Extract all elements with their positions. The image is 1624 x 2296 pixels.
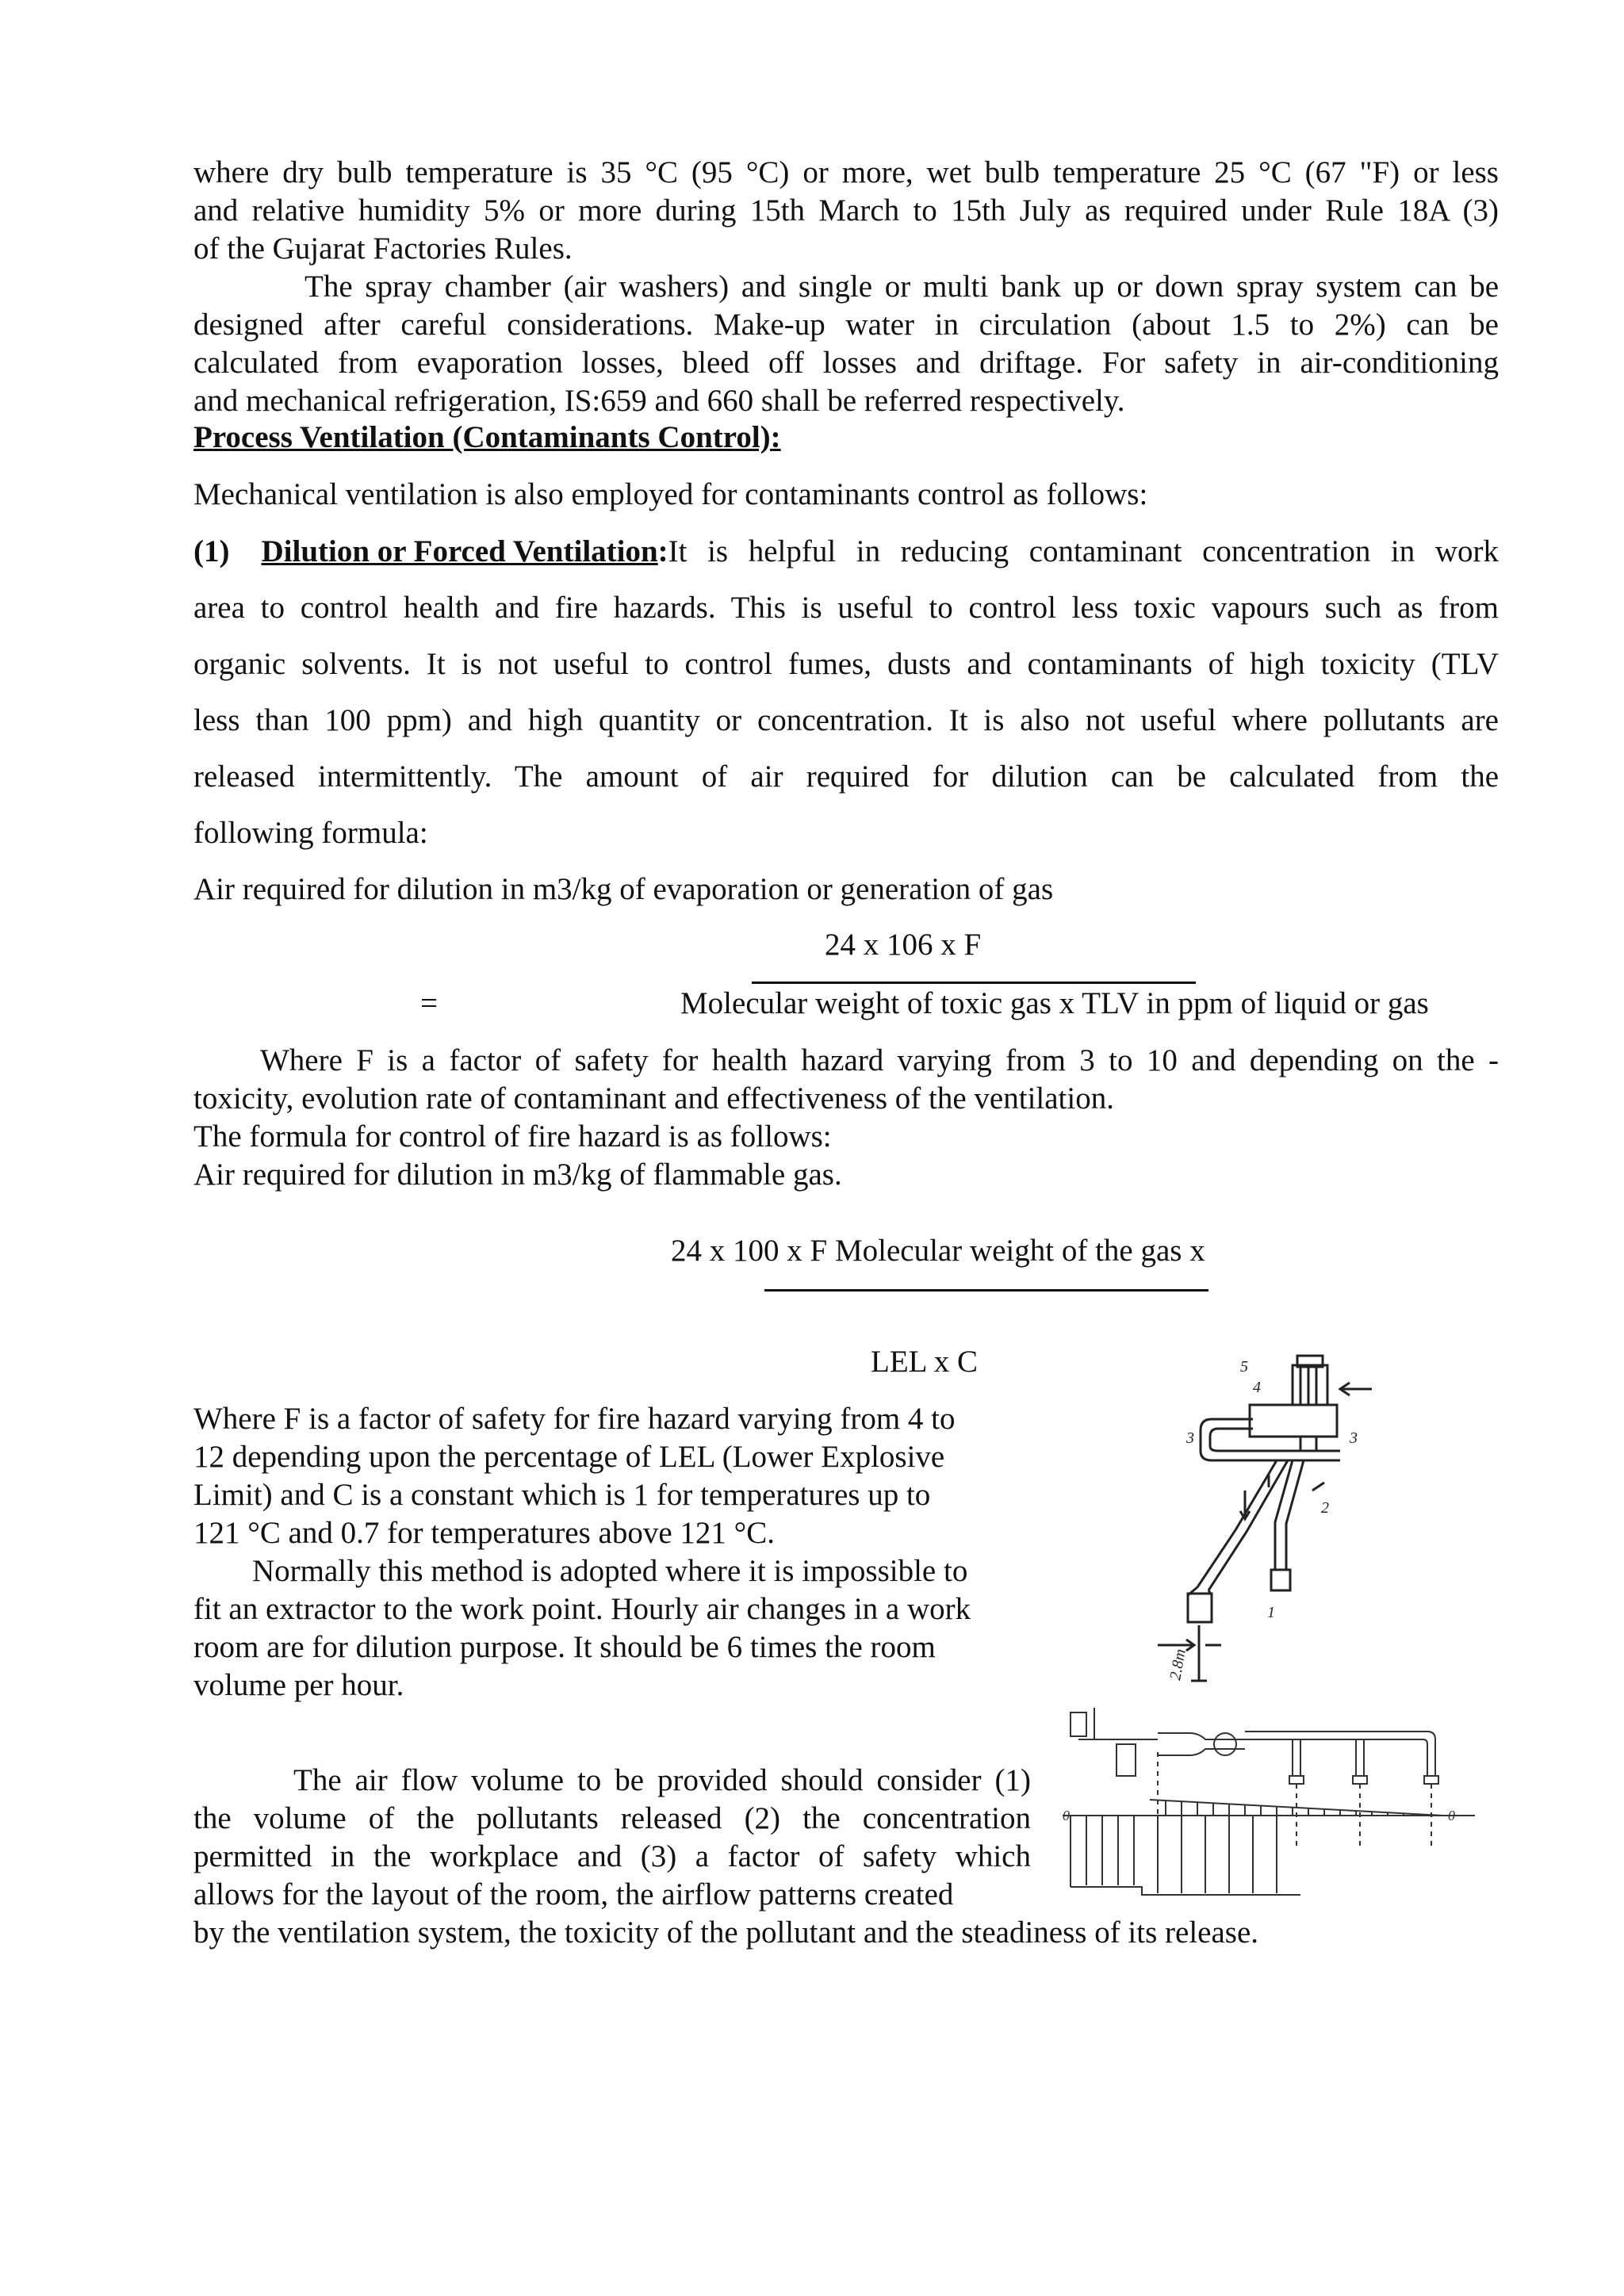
formula2-denominator: LEL x C	[871, 1345, 979, 1379]
intro-line-1: where dry bulb temperature is 35 °C (95 °C) or more, wet bulb temperature 25 °C (67 "F) or less	[193, 155, 1499, 189]
health-factor-line-2: toxicity, evolution rate of contaminant and effectiveness of the ventilation.	[193, 1081, 1114, 1115]
intro-line-3: of the Gujarat Factories Rules.	[193, 232, 573, 266]
section-heading: Process Ventilation (Contaminants Control):	[193, 420, 781, 454]
dilution-line-5: released intermittently. The amount of air required for dilution can be calculated from the	[193, 760, 1499, 794]
figure2-label-right-zero: 0	[1448, 1808, 1455, 1823]
fire-factor-line-4: 121 °C and 0.7 for temperatures above 121 °C.	[193, 1516, 776, 1550]
formula2-numerator: 24 x 100 x F Molecular weight of the gas x	[671, 1234, 1205, 1268]
figure-airflow-layout-sketch	[1063, 1705, 1491, 1903]
dilution-first-line-rest: It is helpful in reducing contaminant concentration in work	[668, 534, 1499, 568]
figure-dilution-ventilation-sketch	[1142, 1332, 1396, 1697]
health-factor-line-3: The formula for control of fire hazard is as follows:	[193, 1119, 832, 1154]
normally-line-2: fit an extractor to the work point. Hourly air changes in a work	[193, 1592, 971, 1626]
formula1-denominator: Molecular weight of toxic gas x TLV in ppm of liquid or gas	[680, 986, 1429, 1020]
spray-line-3: calculated from evaporation losses, bleed off losses and driftage. For safety in air-conditioning	[193, 346, 1499, 380]
dilution-number: (1)	[193, 534, 230, 568]
formula1-numerator: 24 x 106 x F	[825, 928, 982, 962]
normally-line-3: room are for dilution purpose. It should be 6 times the room	[193, 1630, 936, 1664]
fire-factor-line-1: Where F is a factor of safety for fire hazard varying from 4 to	[193, 1402, 956, 1436]
dilution-line-4: less than 100 ppm) and high quantity or concentration. It is also not useful where pollutants are	[193, 703, 1499, 737]
airflow-line-2: the volume of the pollutants released (2) the concentration	[193, 1801, 1031, 1835]
dilution-line-2: area to control health and fire hazards. This is useful to control less toxic vapours such as from	[193, 591, 1499, 625]
formula1-equals: =	[420, 986, 438, 1020]
airflow-line-3: permitted in the workplace and (3) a factor of safety which	[193, 1839, 1031, 1873]
intro-line-2: and relative humidity 5% or more during 15th March to 15th July as required under Rule 18A (3)	[193, 193, 1499, 228]
spray-line-2: designed after careful considerations. Make-up water in circulation (about 1.5 to 2%) can be	[193, 308, 1499, 342]
figure1-label-3-left: 3	[1186, 1429, 1194, 1447]
dilution-title: Dilution or Forced Ventilation	[261, 534, 658, 568]
health-factor-line-4: Air required for dilution in m3/kg of flammable gas.	[193, 1158, 842, 1192]
figure1-label-height: 2.8m	[1166, 1647, 1189, 1682]
normally-line-1: Normally this method is adopted where it is impossible to	[252, 1554, 968, 1588]
formula2-fraction-bar	[764, 1289, 1208, 1292]
airflow-line-1: The air flow volume to be provided should consider (1)	[293, 1763, 1031, 1797]
figure1-label-3-right: 3	[1350, 1429, 1358, 1447]
dilution-line-3: organic solvents. It is not useful to control fumes, dusts and contaminants of high toxicity (TLV	[193, 647, 1499, 681]
fire-factor-line-3: Limit) and C is a constant which is 1 for temperatures up to	[193, 1478, 931, 1512]
figure1-label-4: 4	[1253, 1379, 1261, 1396]
mechanical-intro: Mechanical ventilation is also employed for contaminants control as follows:	[193, 477, 1148, 511]
figure2-label-left-zero: 0	[1063, 1808, 1070, 1823]
dilution-first-line	[193, 533, 1499, 570]
dilution-line-6: following formula:	[193, 816, 428, 850]
airflow-line-4: allows for the layout of the room, the airflow patterns created	[193, 1877, 954, 1911]
figure1-label-1: 1	[1267, 1604, 1275, 1621]
figure1-label-5: 5	[1240, 1358, 1248, 1376]
airflow-line-5: by the ventilation system, the toxicity of the pollutant and the steadiness of its release.	[193, 1915, 1259, 1950]
fire-factor-line-2: 12 depending upon the percentage of LEL (Lower Explosive	[193, 1440, 945, 1474]
health-factor-line-1: Where F is a factor of safety for health hazard varying from 3 to 10 and depending on the -	[260, 1043, 1499, 1077]
spray-line-4: and mechanical refrigeration, IS:659 and 660 shall be referred respectively.	[193, 384, 1125, 418]
dilution-colon: :	[657, 534, 668, 568]
formula1-label: Air required for dilution in m3/kg of evaporation or generation of gas	[193, 872, 1054, 906]
formula1-fraction-bar	[752, 982, 1196, 984]
normally-line-4: volume per hour.	[193, 1668, 404, 1702]
spray-line-1: The spray chamber (air washers) and single or multi bank up or down spray system can be	[304, 270, 1499, 304]
figure1-label-2: 2	[1321, 1499, 1329, 1517]
